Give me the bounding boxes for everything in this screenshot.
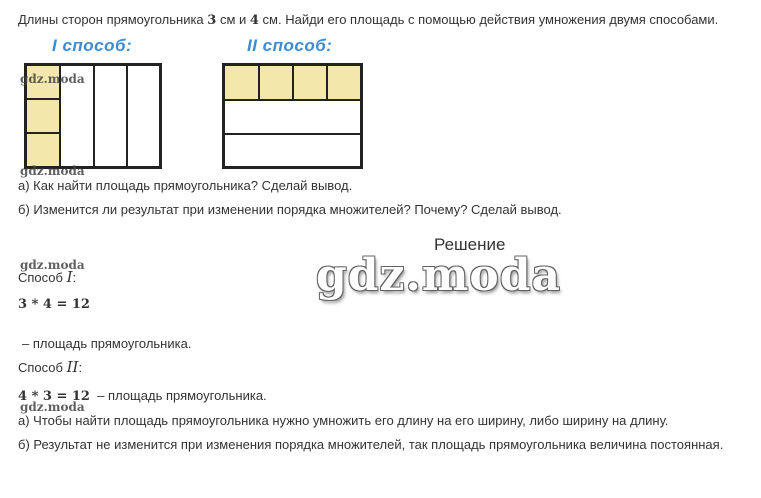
watermark: gdz.moda [20, 258, 85, 272]
method2-label [18, 359, 82, 376]
highlight-cell [259, 65, 293, 100]
method1-description: – площадь прямоугольника. [22, 336, 192, 351]
method2-rectangle [222, 63, 363, 169]
highlight-cell [327, 65, 361, 100]
watermark: gdz.moda [20, 400, 85, 414]
highlight-cell [224, 65, 259, 100]
highlight-cell [26, 133, 60, 167]
watermark: gdz.moda [20, 72, 85, 86]
question-a: а) Как найти площадь прямоугольника? Сделай вывод. [18, 178, 353, 193]
method-label-text: Способ [18, 270, 67, 285]
method-label-text: Способ [18, 360, 67, 375]
highlight-cell [293, 65, 327, 100]
method2-title: II способ: [247, 36, 333, 55]
method1-title: I способ: [52, 36, 133, 55]
highlight-cell [26, 99, 60, 133]
method1-label [18, 269, 76, 286]
task-text-part: см. Найди его площадь с помощью действия умножения двумя способами. [258, 12, 719, 27]
answer-b: б) Результат не изменится при изменения порядка множителей, так площадь прямоугольника величина постоянная. [18, 437, 724, 452]
task-text [18, 12, 718, 29]
roman-numeral: II [66, 358, 79, 376]
task-number-3: 3 [207, 13, 217, 28]
solution-heading: Решение [434, 235, 506, 254]
row-cell [224, 134, 361, 167]
column-cell [127, 65, 160, 167]
column-cell [94, 65, 127, 167]
task-text-part: Длины сторон прямоугольника [18, 12, 208, 27]
method2-expression: 4 * 3 = 12 [18, 389, 90, 404]
method2-description: – площадь прямоугольника. [97, 388, 267, 403]
colon: : [72, 270, 77, 285]
colon: : [78, 360, 83, 375]
method1-expression: 3 * 4 = 12 [18, 297, 90, 312]
watermark: gdz.moda [20, 164, 85, 178]
roman-numeral: I [66, 268, 73, 286]
task-number-4: 4 [249, 13, 259, 28]
task-text-part: см и [216, 12, 250, 27]
question-b: б) Изменится ли результат при изменении порядка множителей? Почему? Сделай вывод. [18, 202, 562, 217]
row-cell [224, 100, 361, 134]
watermark-large: gdz.moda [316, 250, 562, 301]
answer-a: а) Чтобы найти площадь прямоугольника нужно умножить его длину на его ширину, либо ширину на длину. [18, 413, 669, 428]
